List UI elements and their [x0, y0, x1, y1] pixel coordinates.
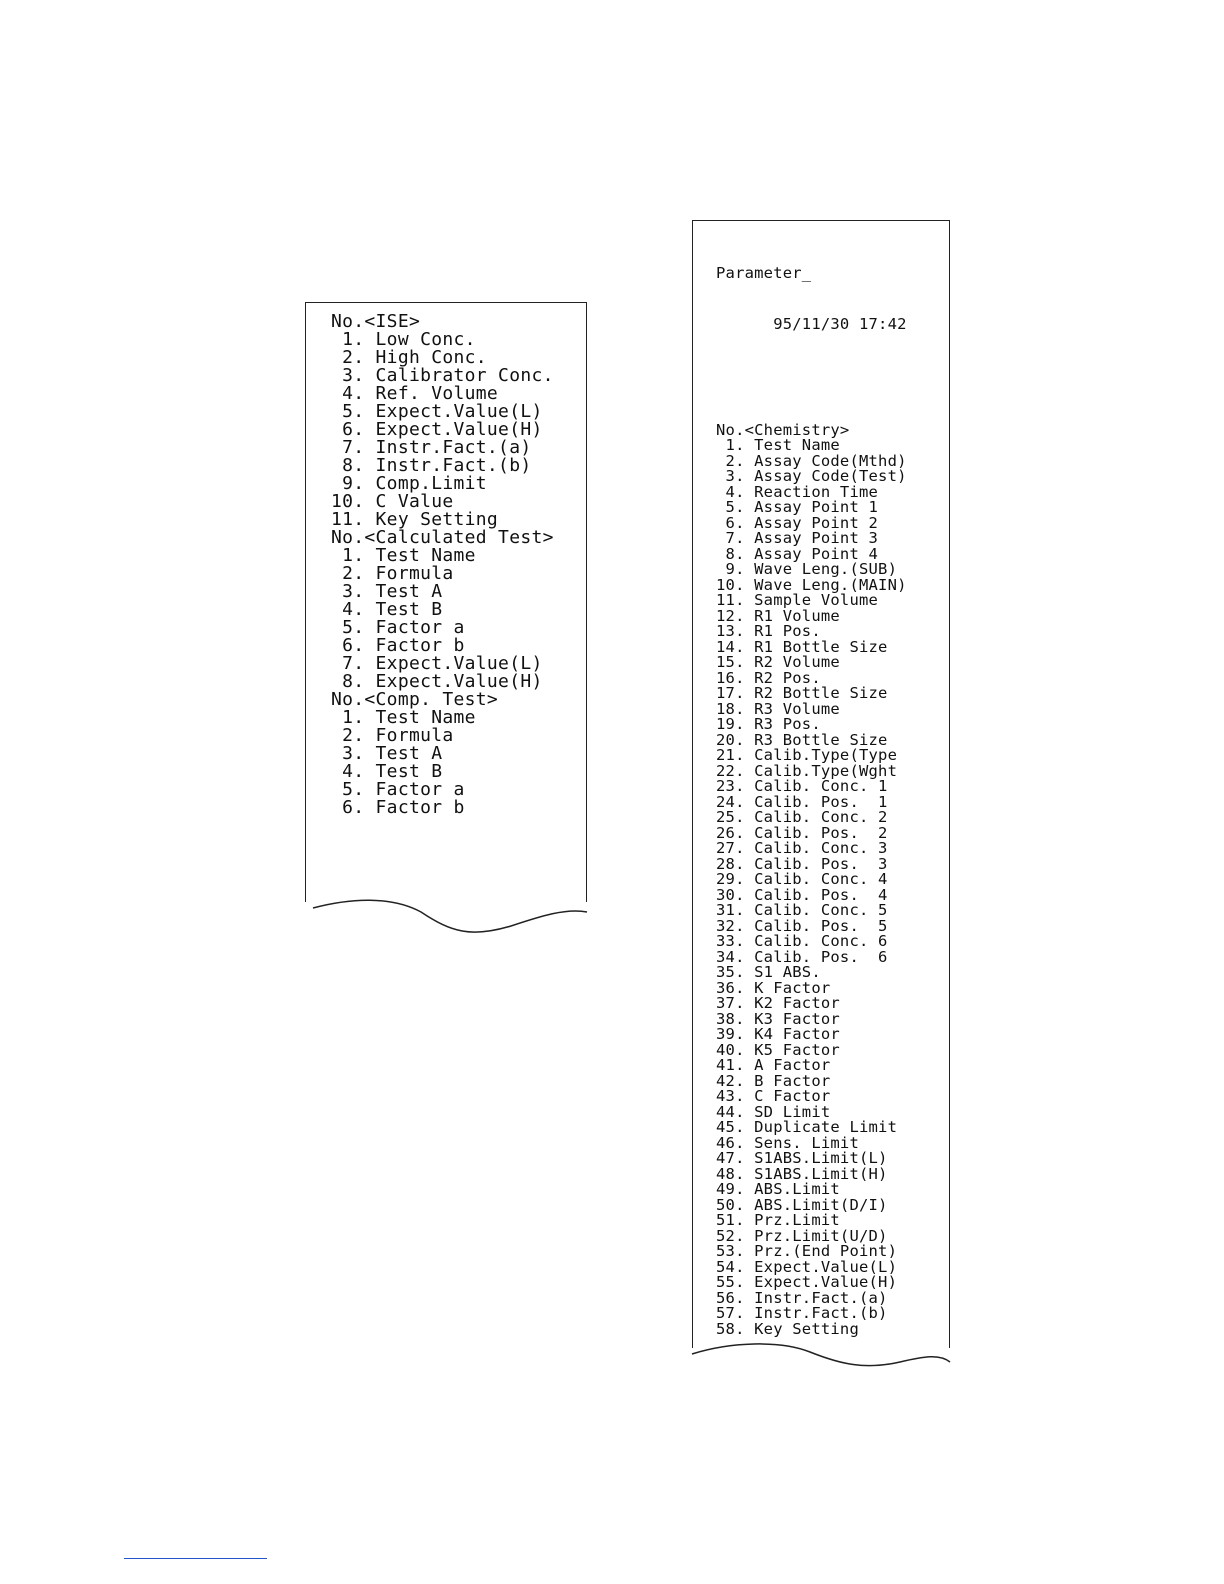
- printout-line: 39. K4 Factor: [716, 1025, 840, 1044]
- printout-header-title: Parameter_: [716, 263, 812, 282]
- printout-line: 10. C Value: [331, 491, 454, 512]
- printout-line: 5. Expect.Value(L): [331, 401, 543, 422]
- printout-line: 27. Calib. Conc. 3: [716, 839, 888, 858]
- printout-line: 14. R1 Bottle Size: [716, 637, 888, 656]
- printout-line: 23. Calib. Conc. 1: [716, 777, 888, 796]
- printout-line: 54. Expect.Value(L): [716, 1257, 898, 1276]
- printout-line: No.<Comp. Test>: [331, 689, 499, 710]
- printout-line: 4. Test B: [331, 761, 443, 782]
- printout-line: 15. R2 Volume: [716, 653, 840, 672]
- printout-line: 13. R1 Pos.: [716, 622, 821, 641]
- printout-line: 2. Formula: [331, 725, 454, 746]
- printout-line: 9. Comp.Limit: [331, 473, 487, 494]
- printout-line: 51. Prz.Limit: [716, 1211, 840, 1230]
- printout-line: 17. R2 Bottle Size: [716, 684, 888, 703]
- printout-line: 28. Calib. Pos. 3: [716, 854, 888, 873]
- printout-line: 41. A Factor: [716, 1056, 831, 1075]
- printout-line: 8. Expect.Value(H): [331, 671, 543, 692]
- printout-line: 50. ABS.Limit(D/I): [716, 1195, 888, 1214]
- printout-line: 3. Assay Code(Test): [716, 467, 907, 486]
- printout-line: 10. Wave Leng.(MAIN): [716, 575, 907, 594]
- printout-line: 34. Calib. Pos. 6: [716, 947, 888, 966]
- printout-line: 9. Wave Leng.(SUB): [716, 560, 898, 579]
- printout-line: 5. Factor a: [331, 617, 465, 638]
- blank-line: [716, 368, 907, 386]
- printout-line: 21. Calib.Type(Type: [716, 746, 898, 765]
- printout-line: 3. Test A: [331, 743, 443, 764]
- printout-line: No.<Chemistry>: [716, 420, 850, 439]
- printout-line: 57. Instr.Fact.(b): [716, 1304, 888, 1323]
- printout-line: 4. Ref. Volume: [331, 383, 499, 404]
- printout-line: 11. Sample Volume: [716, 591, 879, 610]
- printout-line: 47. S1ABS.Limit(L): [716, 1149, 888, 1168]
- printout-line: 1. Test Name: [716, 436, 840, 455]
- printout-line: 4. Reaction Time: [716, 482, 879, 501]
- footnote-separator-rule: [124, 1558, 267, 1559]
- printout-line: 16. R2 Pos.: [716, 668, 821, 687]
- printout-line: 42. B Factor: [716, 1071, 831, 1090]
- printout-line: 30. Calib. Pos. 4: [716, 885, 888, 904]
- right-printout-items: [716, 422, 907, 1337]
- printout-line: 20. R3 Bottle Size: [716, 730, 888, 749]
- printout-line: 37. K2 Factor: [716, 994, 840, 1013]
- printout-line: 32. Calib. Pos. 5: [716, 916, 888, 935]
- printout-line: 56. Instr.Fact.(a): [716, 1288, 888, 1307]
- printout-line: 4. Test B: [331, 599, 443, 620]
- printout-line: 2. Formula: [331, 563, 454, 584]
- printout-line: 6. Assay Point 2: [716, 513, 879, 532]
- printout-line: 1. Test Name: [331, 707, 476, 728]
- printout-line: 26. Calib. Pos. 2: [716, 823, 888, 842]
- printout-line: 43. C Factor: [716, 1087, 831, 1106]
- printout-line: 24. Calib. Pos. 1: [716, 792, 888, 811]
- printout-line: 44. SD Limit: [716, 1102, 831, 1121]
- printout-line: 40. K5 Factor: [716, 1040, 840, 1059]
- printout-line: 7. Assay Point 3: [716, 529, 879, 548]
- printout-line: No.<Calculated Test>: [331, 527, 554, 548]
- printout-line: 31. Calib. Conc. 5: [716, 901, 888, 920]
- printout-line: 8. Assay Point 4: [716, 544, 879, 563]
- printout-line: 8. Instr.Fact.(b): [331, 455, 532, 476]
- printout-line: 25. Calib. Conc. 2: [716, 808, 888, 827]
- printout-line: 11. Key Setting: [331, 509, 499, 530]
- printout-line: 35. S1 ABS.: [716, 963, 821, 982]
- printout-line: 3. Test A: [331, 581, 443, 602]
- printout-line: 36. K Factor: [716, 978, 831, 997]
- printout-line: 19. R3 Pos.: [716, 715, 821, 734]
- printout-line: 5. Assay Point 1: [716, 498, 879, 517]
- printout-line: 3. Calibrator Conc.: [331, 365, 554, 386]
- printout-line: 46. Sens. Limit: [716, 1133, 859, 1152]
- printout-line: 38. K3 Factor: [716, 1009, 840, 1028]
- printout-line: 22. Calib.Type(Wght: [716, 761, 898, 780]
- right-printout-text: [716, 229, 907, 1354]
- printout-line: 6. Factor b: [331, 635, 465, 656]
- left-printout-text: [331, 312, 554, 816]
- printout-header-datetime: 95/11/30 17:42: [716, 315, 907, 334]
- printout-line: No.<ISE>: [331, 311, 421, 332]
- printout-line: 6. Factor b: [331, 797, 465, 818]
- printout-line: 6. Expect.Value(H): [331, 419, 543, 440]
- printout-line: 29. Calib. Conc. 4: [716, 870, 888, 889]
- printout-line: 7. Expect.Value(L): [331, 653, 543, 674]
- printout-line: 48. S1ABS.Limit(H): [716, 1164, 888, 1183]
- printout-line: 33. Calib. Conc. 6: [716, 932, 888, 951]
- printout-line: 18. R3 Volume: [716, 699, 840, 718]
- printout-line: 55. Expect.Value(H): [716, 1273, 898, 1292]
- printout-line: 5. Factor a: [331, 779, 465, 800]
- printout-line: 12. R1 Volume: [716, 606, 840, 625]
- printout-line: 49. ABS.Limit: [716, 1180, 840, 1199]
- printout-line: 1. Test Name: [331, 545, 476, 566]
- printout-line: 58. Key Setting: [716, 1319, 859, 1338]
- printout-line: 7. Instr.Fact.(a): [331, 437, 532, 458]
- printout-line: 52. Prz.Limit(U/D): [716, 1226, 888, 1245]
- printout-line: 45. Duplicate Limit: [716, 1118, 898, 1137]
- printout-line: 2. High Conc.: [331, 347, 487, 368]
- printout-line: 2. Assay Code(Mthd): [716, 451, 907, 470]
- printout-line: 1. Low Conc.: [331, 329, 476, 350]
- printout-line: 53. Prz.(End Point): [716, 1242, 898, 1261]
- paper-tear-edge-left: [311, 880, 589, 940]
